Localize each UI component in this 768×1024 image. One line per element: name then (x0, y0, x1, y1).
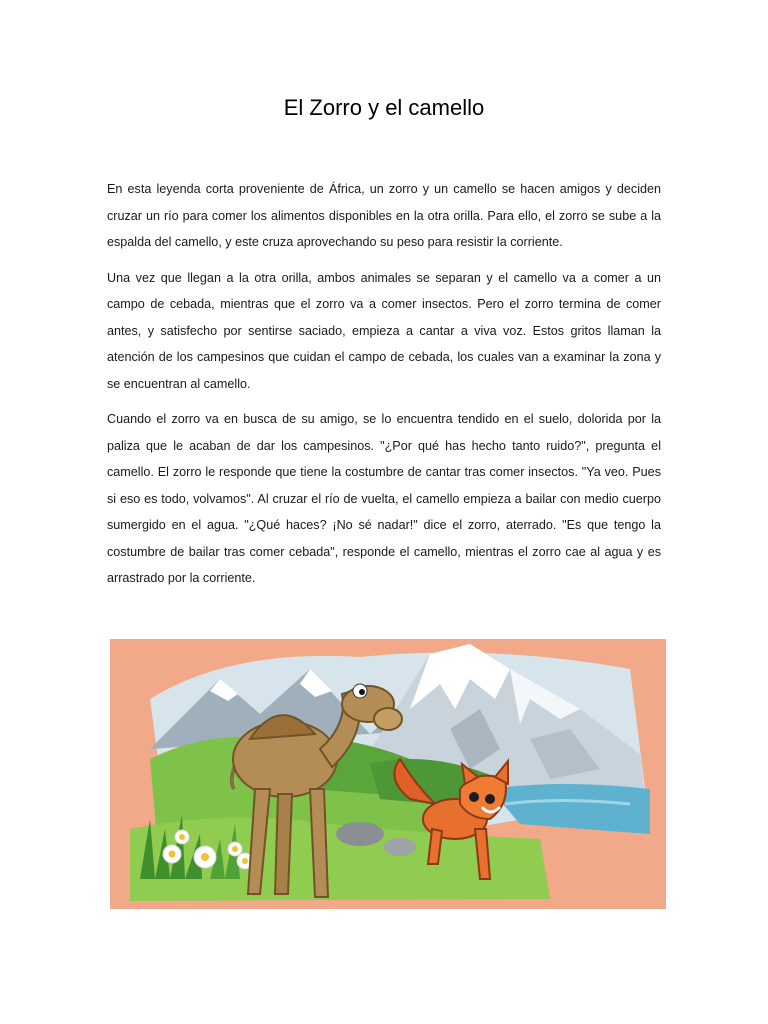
paragraph-3: Cuando el zorro va en busca de su amigo, se lo encuentra tendido en el suelo, dolorida por la paliza que le acaban de dar los campesinos. "¿Por qué has hecho tanto ruido?", pregunta el camello. El zorro le responde que tiene la costumbre de cantar tras comer insectos. "Ya veo. Pues si eso es todo, volvamos". Al cruzar el río de vuelta, el camello empieza a bailar con medio cuerpo sumergido en el agua. "¿Qué haces? ¡No sé nadar!" dice el zorro, aterrado. "Es que tengo la costumbre de bailar tras comer cebada", responde el camello, mientras el zorro cae al agua y es arrastrado por la corriente. (107, 412, 661, 585)
story-text (107, 176, 661, 601)
paragraph-2: Una vez que llegan a la otra orilla, ambos animales se separan y el camello va a comer a un campo de cebada, mientras que el zorro va a comer insectos. Pero el zorro termina de comer antes, y satisfecho por sentirse saciado, empieza a cantar a viva voz. Estos gritos llaman la atención de los campesinos que cuidan el campo de cebada, los cuales van a examinar la zona y se encuentran al camello. (107, 270, 661, 391)
camel-and-fox-illustration (110, 639, 666, 909)
page-title: El Zorro y el camello (283, 95, 485, 120)
paragraph-1: En esta leyenda corta proveniente de África, un zorro y un camello se hacen amigos y deciden cruzar un río para comer los alimentos disponibles en la otra orilla. Para ello, el zorro se sube a la espalda del camello, y este cruza aprovechando su peso para resistir la corriente. (107, 182, 661, 249)
